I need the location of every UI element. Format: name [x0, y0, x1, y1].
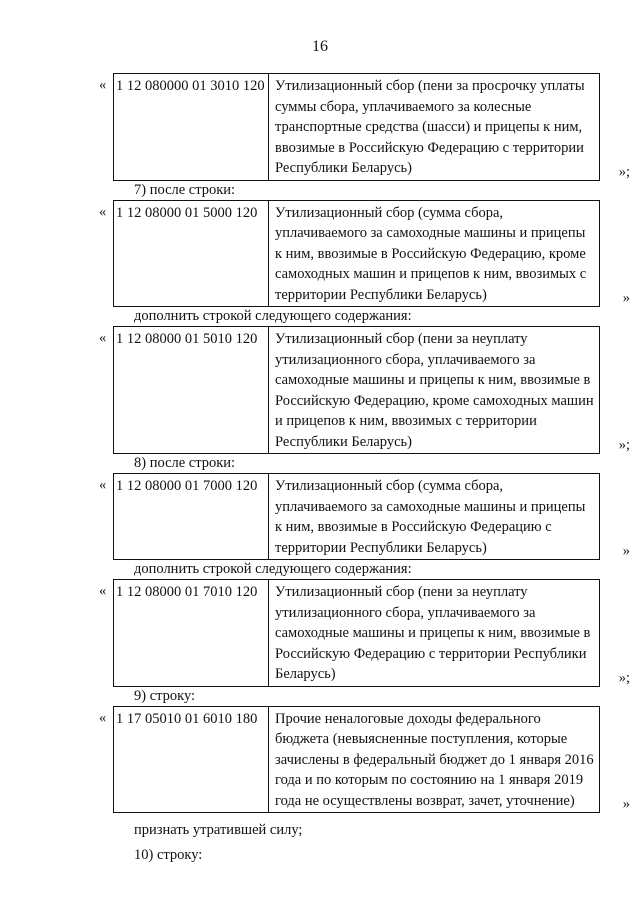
code-entry-2: [99, 200, 630, 308]
instruction-text: 7) после строки:: [134, 181, 236, 198]
code-description: Утилизационный сбор (пени за неуплату утилизационного сбора, уплачиваемого за самоходные машины и прицепы к ним, ввозимые в Российскую Федерацию, кроме самоходных машин и прицепов к ним, ввозимых с территории Республики Беларусь): [275, 331, 594, 450]
entry-table: [113, 326, 600, 454]
code-description: Утилизационный сбор (пени за неуплату утилизационного сбора, уплачиваемого за самоходные машины и прицепы к ним, ввозимые в Российскую Федерацию с территории Республики Беларусь): [275, 584, 591, 682]
budget-code: 1 12 08000 01 7000 120: [114, 474, 269, 559]
code-entry-5: [99, 579, 630, 687]
instruction-text: дополнить строкой следующего содержания:: [134, 308, 412, 324]
budget-code: 1 12 080000 01 3010 120: [114, 74, 269, 180]
closing-quote: »;: [618, 669, 630, 686]
opening-quote: «: [99, 203, 107, 220]
budget-code: 1 12 08000 01 7010 120: [114, 580, 269, 686]
opening-quote: «: [99, 583, 107, 599]
instruction-text: 9) строку:: [134, 687, 196, 704]
opening-quote: «: [99, 77, 107, 93]
closing-quote: »;: [618, 437, 630, 453]
budget-code: 1 12 08000 01 5010 120: [114, 327, 269, 453]
instruction-text: 8) после строки:: [134, 455, 236, 471]
entry-table: [113, 200, 600, 308]
entry-table: [113, 579, 600, 687]
entry-table: [113, 73, 600, 181]
code-description: Прочие неналоговые доходы федерального бюджета (невыясненные поступления, которые зачислены в федеральный бюджет до 1 января 2016 года и по которым по состоянию на 1 января 2019 года не осуществлены возврат, зачет, уточнение): [275, 710, 594, 809]
instruction-text: признать утратившей силу;: [134, 822, 303, 838]
code-description: Утилизационный сбор (сумма сбора, уплачиваемого за самоходные машины и прицепы к ним, ввозимые в Российскую Федерацию с территории Республики Беларусь): [275, 478, 586, 556]
closing-quote: »;: [618, 163, 630, 180]
page-number: 16: [312, 38, 328, 55]
entry-table: [113, 706, 600, 814]
code-entry-3: [99, 326, 630, 454]
opening-quote: «: [99, 709, 107, 726]
entry-table: [113, 473, 600, 560]
instruction-text: дополнить строкой следующего содержания:: [134, 561, 412, 577]
code-entry-4: [99, 473, 630, 560]
opening-quote: «: [99, 330, 107, 346]
budget-code: 1 17 05010 01 6010 180: [114, 707, 269, 813]
code-description: Утилизационный сбор (пени за просрочку уплаты суммы сбора, уплачиваемого за колесные транспортные средства (шасси) и прицепы к ним, ввозимые в Российскую Федерацию с территории Республики Беларусь): [275, 78, 585, 176]
closing-quote: »: [622, 543, 630, 559]
code-entry-1: [99, 73, 630, 181]
closing-quote: »: [622, 796, 630, 812]
instruction-text: 10) строку:: [134, 847, 203, 863]
code-entry-6: [99, 706, 630, 814]
code-description: Утилизационный сбор (сумма сбора, уплачиваемого за самоходные машины и прицепы к ним, ввозимые в Российскую Федерацию, кроме самоходных машин и прицепов к ним, ввозимых с территории Республики Беларусь): [275, 204, 587, 303]
closing-quote: »: [622, 290, 630, 306]
opening-quote: «: [99, 477, 107, 493]
document-body: [0, 73, 640, 865]
budget-code: 1 12 08000 01 5000 120: [114, 201, 269, 307]
